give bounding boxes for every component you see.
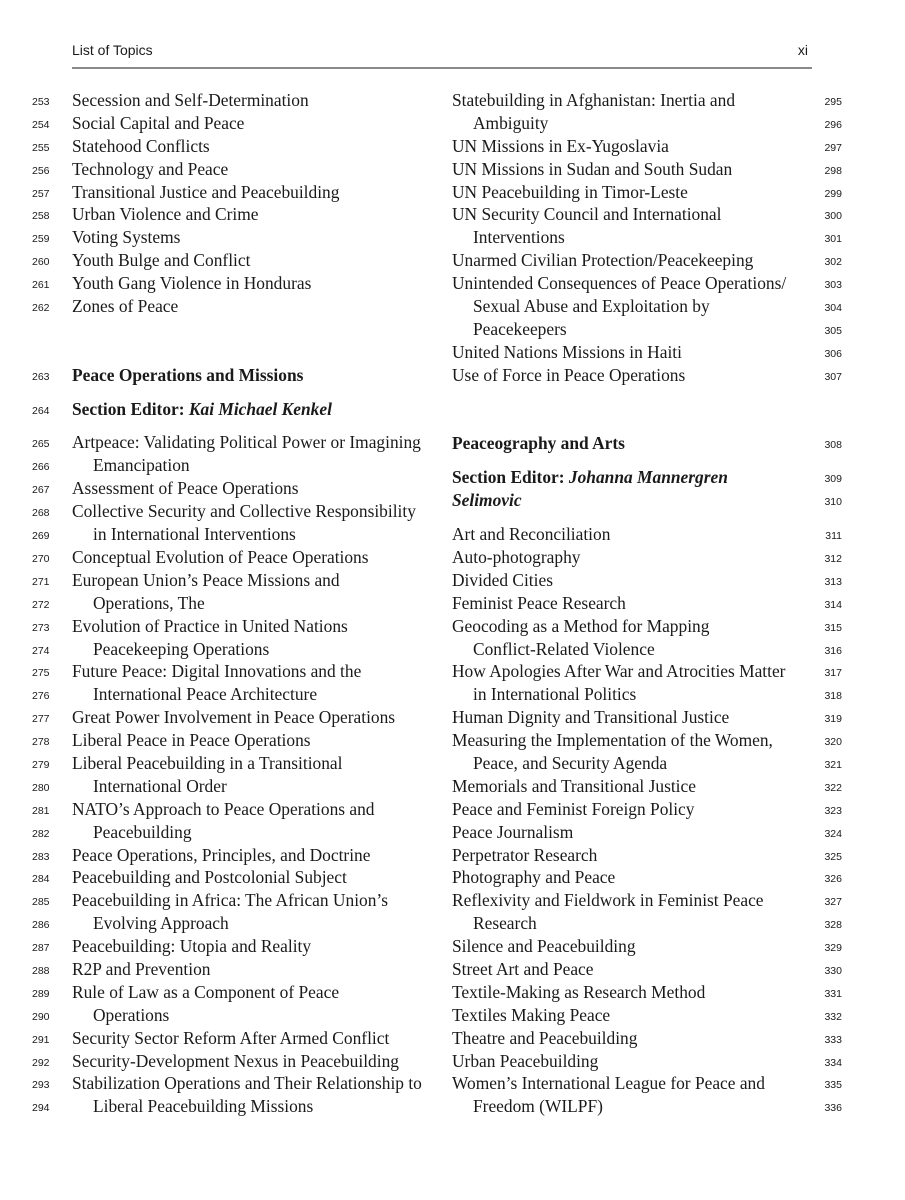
topic-title: Interventions: [473, 227, 565, 248]
topic-title: Security Sector Reform After Armed Conflict: [72, 1027, 390, 1048]
line-number: 291: [32, 1033, 50, 1046]
topic-title: Artpeace: Validating Political Power or Imagining: [72, 432, 421, 453]
spacer: [32, 318, 442, 364]
topic-title: in International Politics: [473, 684, 637, 705]
topic-entry: [452, 135, 852, 158]
topic-entry: [32, 706, 442, 729]
line-number: 336: [824, 1102, 842, 1115]
line-number: 333: [824, 1033, 842, 1046]
topic-title: Liberal Peacebuilding in a Transitional: [72, 752, 343, 773]
line-number: 295: [824, 96, 842, 108]
topic-title: Collective Security and Collective Responsibility: [72, 501, 416, 522]
topic-entry: [452, 364, 852, 387]
topic-entry: [32, 1072, 442, 1095]
topic-title: Youth Gang Violence in Honduras: [72, 273, 312, 294]
line-number: 266: [32, 461, 50, 474]
topic-entry: [452, 866, 852, 889]
topic-entry: [32, 135, 442, 158]
line-number: 270: [32, 552, 50, 565]
topic-title: Street Art and Peace: [452, 958, 594, 979]
topic-title: Evolution of Practice in United Nations: [72, 615, 348, 636]
line-number: 278: [32, 736, 50, 749]
topic-entry: [32, 821, 442, 844]
topic-title: Auto-photography: [452, 546, 581, 567]
line-number: 300: [824, 210, 842, 223]
topic-title: Technology and Peace: [72, 158, 229, 179]
topic-entry: [32, 775, 442, 798]
topic-title: Feminist Peace Research: [452, 592, 626, 613]
topic-title: Peacebuilding: [93, 821, 192, 842]
topic-title: Peacekeeping Operations: [93, 638, 270, 659]
topic-title: Peace Journalism: [452, 821, 574, 842]
section-title-text: Peaceography and Arts: [452, 433, 625, 454]
topic-entry: [32, 500, 442, 523]
line-number: 321: [824, 758, 842, 771]
topic-title: International Order: [93, 775, 227, 796]
topic-entry: [32, 431, 442, 454]
topic-title: Reflexivity and Fieldwork in Feminist Peace: [452, 890, 764, 911]
line-number: 292: [32, 1056, 50, 1069]
line-number: 276: [32, 690, 50, 703]
topic-entry: [452, 318, 852, 341]
line-number: 316: [824, 644, 842, 657]
topic-entry: [452, 775, 852, 798]
topic-entry: [32, 981, 442, 1004]
line-number: 256: [32, 164, 50, 177]
topic-entry: [32, 958, 442, 981]
line-number: 255: [32, 141, 50, 154]
topic-entry: [32, 1095, 442, 1118]
left-top-list: [32, 89, 442, 318]
line-number: 274: [32, 644, 50, 657]
line-number: 254: [32, 118, 50, 131]
line-number: 284: [32, 873, 50, 886]
topic-entry: [32, 752, 442, 775]
topic-entry: [452, 1050, 852, 1073]
line-number: 285: [32, 896, 50, 909]
topic-entry: [32, 1050, 442, 1073]
topic-entry: [452, 889, 852, 912]
topic-title: How Apologies After War and Atrocities Matter: [452, 661, 786, 682]
topic-entry: [32, 912, 442, 935]
left-entries-list: [32, 431, 442, 1118]
topic-title: Evolving Approach: [93, 913, 229, 934]
line-number: 327: [824, 896, 842, 909]
line-number: 324: [824, 827, 842, 840]
section-editor-text: [452, 466, 728, 489]
topic-title: Use of Force in Peace Operations: [452, 364, 686, 385]
spacer: [32, 420, 442, 431]
topic-title: Peacebuilding in Africa: The African Union’s: [72, 890, 389, 911]
topic-title: Human Dignity and Transitional Justice: [452, 707, 730, 728]
topic-title: in International Interventions: [93, 524, 296, 545]
topic-entry: [452, 912, 852, 935]
topic-entry: [32, 295, 442, 318]
line-number: 273: [32, 621, 50, 634]
topic-title: Social Capital and Peace: [72, 112, 245, 133]
topic-title: Peacebuilding and Postcolonial Subject: [72, 867, 347, 888]
topic-entry: [32, 1027, 442, 1050]
line-number: 332: [824, 1010, 842, 1023]
line-number: 287: [32, 942, 50, 955]
line-number: 315: [824, 621, 842, 634]
line-number: 268: [32, 507, 50, 520]
line-number: 288: [32, 964, 50, 977]
line-number: 272: [32, 598, 50, 611]
section-editor: [452, 466, 852, 489]
line-number: 263: [32, 370, 50, 383]
topic-title: Theatre and Peacebuilding: [452, 1027, 638, 1048]
topic-title: United Nations Missions in Haiti: [452, 341, 682, 362]
line-number: 297: [824, 141, 842, 154]
line-number: 306: [824, 347, 842, 360]
section-title: [452, 432, 852, 455]
topic-title: Divided Cities: [452, 569, 553, 590]
topic-entry: [452, 1004, 852, 1027]
line-number: 322: [824, 781, 842, 794]
topic-entry: [32, 683, 442, 706]
topic-title: Liberal Peace in Peace Operations: [72, 730, 311, 751]
topic-title: Unarmed Civilian Protection/Peacekeeping: [452, 250, 754, 271]
editor-name-cont: [452, 489, 522, 512]
topic-title: Statebuilding in Afghanistan: Inertia and: [452, 90, 736, 110]
topic-entry: [452, 203, 852, 226]
line-number: 314: [824, 598, 842, 611]
right-entries-list: [452, 523, 852, 1118]
topic-entry: [452, 683, 852, 706]
topic-title: Peacekeepers: [473, 318, 567, 339]
line-number: 253: [32, 96, 50, 108]
line-number: 328: [824, 919, 842, 932]
topic-entry: [32, 158, 442, 181]
topic-title: Great Power Involvement in Peace Operations: [72, 707, 396, 728]
editor-name-2: Selimovic: [452, 490, 522, 511]
topic-entry: [32, 249, 442, 272]
line-number: 317: [824, 667, 842, 680]
topic-entry: [32, 592, 442, 615]
section-editor-text: [72, 398, 332, 421]
topic-entry: [452, 226, 852, 249]
topic-title: UN Missions in Ex-Yugoslavia: [452, 135, 669, 156]
page-number: xi: [797, 42, 808, 58]
topic-title: Security-Development Nexus in Peacebuilding: [72, 1050, 399, 1071]
topic-entry: [452, 89, 852, 112]
topic-title: Future Peace: Digital Innovations and the: [72, 661, 362, 682]
topic-title: Operations, The: [93, 592, 205, 613]
topic-entry: [452, 706, 852, 729]
topic-entry: [452, 798, 852, 821]
topic-entry: [452, 112, 852, 135]
line-number: 290: [32, 1010, 50, 1023]
topic-title: International Peace Architecture: [93, 684, 318, 705]
topic-title: Zones of Peace: [72, 296, 179, 317]
topic-entry: [452, 844, 852, 867]
line-number: 325: [824, 850, 842, 863]
topic-title: UN Security Council and International: [452, 204, 722, 225]
line-number: 334: [824, 1056, 842, 1069]
topic-title: European Union’s Peace Missions and: [72, 569, 340, 590]
topic-title: Stabilization Operations and Their Relationship to: [72, 1073, 422, 1094]
topic-entry: [452, 592, 852, 615]
topic-entry: [32, 638, 442, 661]
running-title: List of Topics: [72, 42, 153, 58]
line-number: 330: [824, 964, 842, 977]
line-number: 265: [32, 438, 50, 451]
line-number: 319: [824, 713, 842, 726]
line-number: 307: [824, 370, 842, 383]
topic-entry: [32, 454, 442, 477]
topic-title: Liberal Peacebuilding Missions: [93, 1096, 314, 1117]
line-number: 261: [32, 279, 50, 292]
topic-title: Urban Peacebuilding: [452, 1050, 599, 1071]
topic-entry: [452, 1072, 852, 1095]
line-number: 260: [32, 256, 50, 269]
section-title: [32, 364, 442, 387]
line-number: 258: [32, 210, 50, 223]
line-number: 298: [824, 164, 842, 177]
line-number: 305: [824, 324, 842, 337]
topic-title: R2P and Prevention: [72, 958, 211, 979]
line-number: 296: [824, 118, 842, 131]
left-column: [32, 89, 442, 1118]
topic-entry: [32, 203, 442, 226]
topic-entry: [452, 341, 852, 364]
line-number: 280: [32, 781, 50, 794]
line-number: 329: [824, 942, 842, 955]
topic-entry: [32, 226, 442, 249]
right-column: [452, 89, 852, 1118]
topic-entry: [32, 889, 442, 912]
line-number: 282: [32, 827, 50, 840]
topic-entry: [452, 158, 852, 181]
line-number: 299: [824, 187, 842, 200]
line-number: 302: [824, 256, 842, 269]
topic-title: Research: [473, 913, 537, 934]
line-number: 283: [32, 850, 50, 863]
topic-title: Peace, and Security Agenda: [473, 752, 668, 773]
topic-title: UN Missions in Sudan and South Sudan: [452, 158, 733, 179]
editor-name: Johanna Mannergren: [568, 467, 728, 488]
line-number: 308: [824, 439, 842, 452]
line-number: 310: [824, 496, 842, 509]
spacer: [32, 387, 442, 398]
line-number: 312: [824, 552, 842, 565]
topic-title: Memorials and Transitional Justice: [452, 775, 696, 796]
section-editor-cont: [452, 489, 852, 512]
topic-entry: [32, 89, 442, 112]
line-number: 271: [32, 575, 50, 588]
topic-title: Unintended Consequences of Peace Operations/: [452, 273, 787, 294]
topic-title: Operations: [93, 1004, 170, 1025]
topic-entry: [32, 272, 442, 295]
topic-entry: [32, 866, 442, 889]
header-rule: [72, 67, 812, 69]
topic-entry: [32, 523, 442, 546]
topic-entry: [452, 821, 852, 844]
topic-title: Geocoding as a Method for Mapping: [452, 615, 710, 636]
line-number: 275: [32, 667, 50, 680]
line-number: 259: [32, 233, 50, 246]
topic-entry: [32, 112, 442, 135]
line-number: 277: [32, 713, 50, 726]
line-number: 286: [32, 919, 50, 932]
topic-title: Textile-Making as Research Method: [452, 981, 706, 1002]
topic-entry: [32, 660, 442, 683]
topic-title: Women’s International League for Peace and: [452, 1073, 765, 1094]
editor-label: Section Editor:: [452, 467, 565, 488]
topic-entry: [452, 569, 852, 592]
line-number: 301: [824, 233, 842, 246]
line-number: 267: [32, 484, 50, 497]
topic-title: Transitional Justice and Peacebuilding: [72, 181, 340, 202]
topic-title: Voting Systems: [72, 227, 181, 248]
topic-entry: [452, 981, 852, 1004]
topic-entry: [452, 660, 852, 683]
topic-title: Photography and Peace: [452, 867, 616, 888]
topic-entry: [452, 615, 852, 638]
line-number: 289: [32, 987, 50, 1000]
topic-entry: [452, 958, 852, 981]
line-number: 269: [32, 530, 50, 543]
topic-entry: [32, 844, 442, 867]
topic-entry: [32, 181, 442, 204]
topic-title: UN Peacebuilding in Timor-Leste: [452, 181, 688, 202]
topic-entry: [452, 1095, 852, 1118]
line-number: 311: [825, 530, 842, 543]
spacer: [452, 455, 852, 466]
topic-entry: [32, 729, 442, 752]
topic-entry: [452, 638, 852, 661]
topic-title: Conflict-Related Violence: [473, 638, 655, 659]
line-number: 323: [824, 804, 842, 817]
line-number: 313: [824, 575, 842, 588]
topic-entry: [32, 1004, 442, 1027]
topic-title: Freedom (WILPF): [473, 1096, 603, 1117]
topic-entry: [452, 1027, 852, 1050]
line-number: 279: [32, 758, 50, 771]
topic-entry: [32, 569, 442, 592]
line-number: 304: [824, 302, 842, 315]
topic-entry: [452, 935, 852, 958]
line-number: 309: [824, 473, 842, 486]
topic-title: Rule of Law as a Component of Peace: [72, 981, 340, 1002]
section-title-text: Peace Operations and Missions: [72, 364, 304, 385]
section-editor: [32, 398, 442, 421]
topic-title: Youth Bulge and Conflict: [72, 250, 251, 271]
topic-entry: [452, 272, 852, 295]
topic-title: Ambiguity: [473, 112, 549, 133]
line-number: 281: [32, 804, 50, 817]
topic-title: Secession and Self-Determination: [72, 90, 309, 110]
line-number: 318: [824, 690, 842, 703]
topic-entry: [452, 523, 852, 546]
line-number: 303: [824, 279, 842, 292]
page-header: [72, 42, 812, 62]
topic-title: Perpetrator Research: [452, 844, 598, 865]
line-number: 326: [824, 873, 842, 886]
topic-entry: [452, 249, 852, 272]
topic-title: Conceptual Evolution of Peace Operations: [72, 546, 369, 567]
topic-title: Sexual Abuse and Exploitation by: [473, 296, 710, 317]
line-number: 262: [32, 302, 50, 315]
topic-title: Peace and Feminist Foreign Policy: [452, 798, 695, 819]
topic-title: Assessment of Peace Operations: [72, 478, 299, 499]
line-number: 320: [824, 736, 842, 749]
line-number: 335: [824, 1079, 842, 1092]
topic-entry: [32, 546, 442, 569]
topic-title: Emancipation: [93, 455, 190, 476]
topic-title: NATO’s Approach to Peace Operations and: [72, 798, 375, 819]
topic-entry: [32, 935, 442, 958]
topic-entry: [452, 295, 852, 318]
editor-name: Kai Michael Kenkel: [188, 398, 332, 419]
line-number: 264: [32, 404, 50, 417]
line-number: 257: [32, 187, 50, 200]
topic-title: Statehood Conflicts: [72, 135, 210, 156]
spacer: [452, 512, 852, 523]
topic-entry: [32, 798, 442, 821]
topic-title: Urban Violence and Crime: [72, 204, 259, 225]
right-top-list: [452, 89, 852, 387]
editor-label: Section Editor:: [72, 398, 185, 419]
spacer: [452, 387, 852, 433]
line-number: 294: [32, 1102, 50, 1115]
topic-title: Textiles Making Peace: [452, 1004, 611, 1025]
topic-entry: [452, 752, 852, 775]
line-number: 293: [32, 1079, 50, 1092]
topic-title: Measuring the Implementation of the Women,: [452, 730, 773, 751]
topic-entry: [452, 546, 852, 569]
topic-title: Peacebuilding: Utopia and Reality: [72, 936, 312, 957]
topic-entry: [32, 477, 442, 500]
topic-title: Silence and Peacebuilding: [452, 936, 636, 957]
topic-entry: [452, 729, 852, 752]
line-number: 331: [824, 987, 842, 1000]
topic-title: Art and Reconciliation: [452, 524, 611, 545]
topic-entry: [452, 181, 852, 204]
topic-title: Peace Operations, Principles, and Doctrine: [72, 844, 371, 865]
topic-entry: [32, 615, 442, 638]
